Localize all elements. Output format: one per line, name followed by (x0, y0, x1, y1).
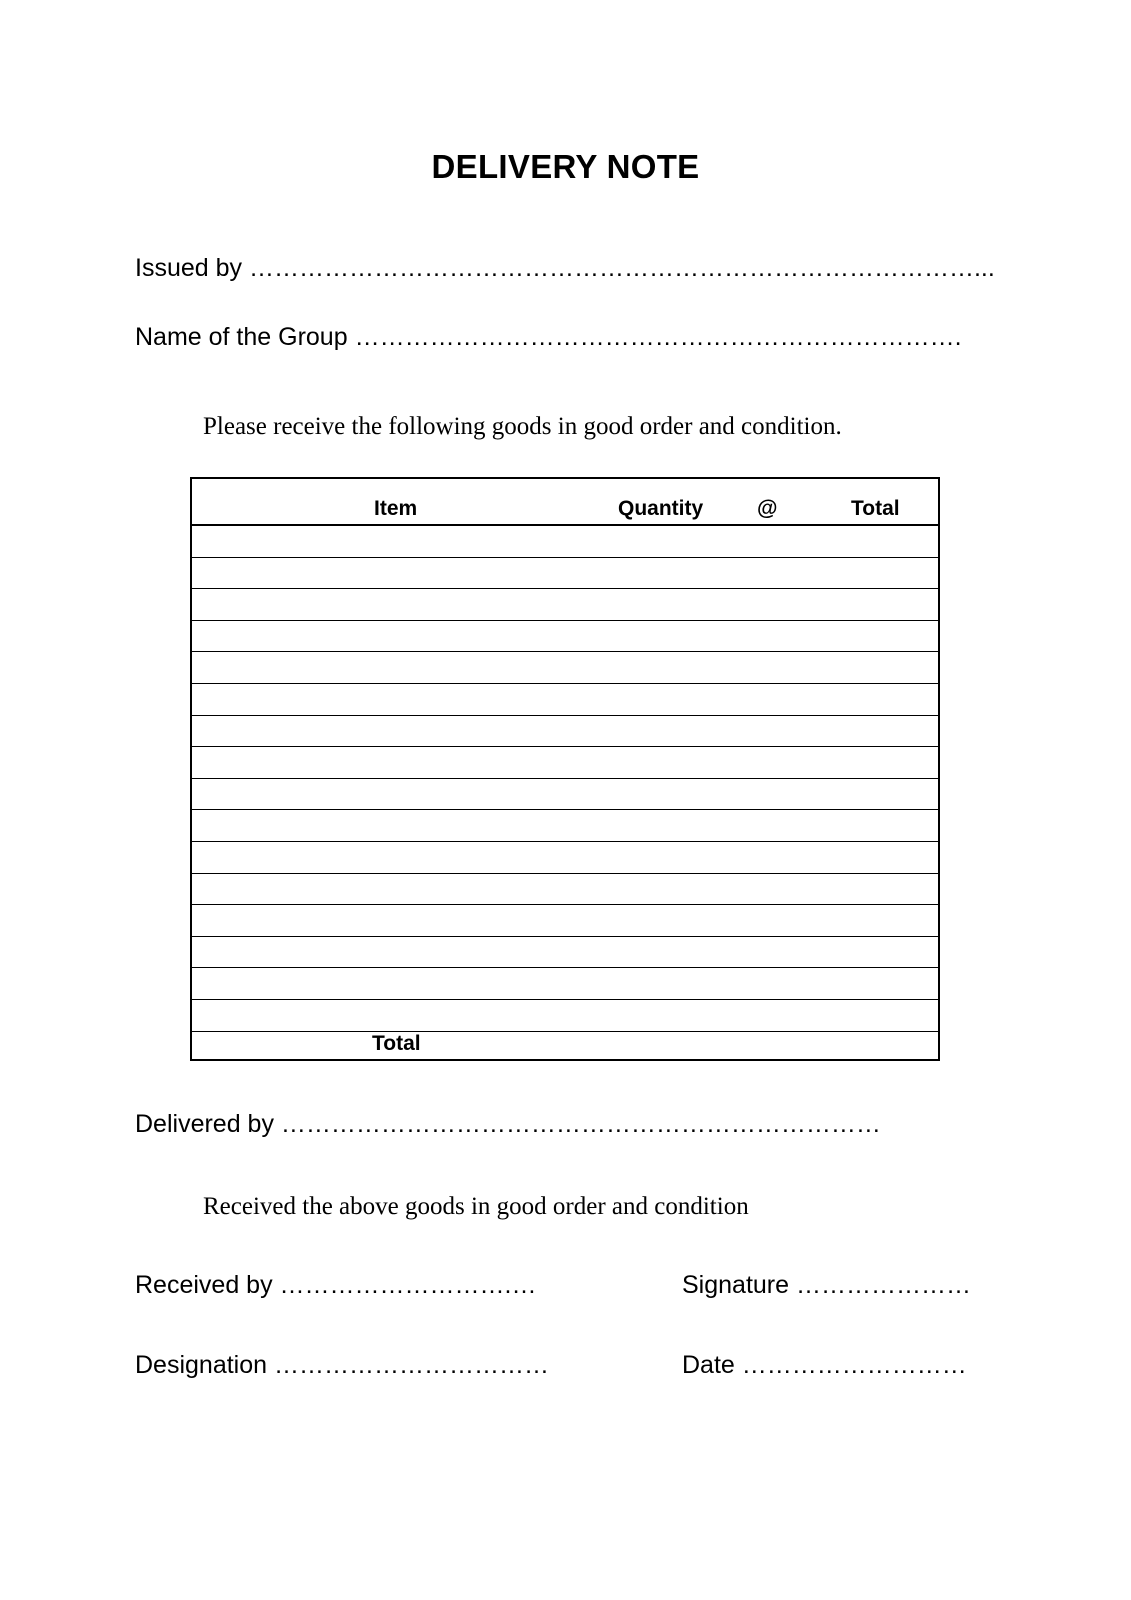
table-row-divider (192, 746, 938, 747)
table-row-divider (192, 936, 938, 937)
received-by-blank[interactable]: ……………………….… (279, 1271, 537, 1299)
delivered-by-label: Delivered by (135, 1110, 274, 1138)
table-total-label: Total (372, 1032, 421, 1055)
table-row-divider (192, 873, 938, 874)
signature-blank[interactable]: ………………… (795, 1271, 971, 1299)
page-title: DELIVERY NOTE (431, 148, 700, 185)
table-row-divider (192, 588, 938, 589)
received-by-field[interactable] (135, 1271, 536, 1300)
table-row-divider (192, 651, 938, 652)
designation-blank[interactable]: …………………………… (273, 1351, 549, 1379)
signature-field[interactable] (682, 1271, 971, 1300)
table-row-divider (192, 1031, 938, 1032)
date-label: Date (682, 1351, 735, 1379)
date-blank[interactable]: ……………………… (741, 1351, 967, 1379)
table-row-divider (192, 999, 938, 1000)
received-by-label: Received by (135, 1271, 273, 1299)
table-row-divider (192, 715, 938, 716)
table-row-divider (192, 841, 938, 842)
issued-by-label: Issued by (135, 254, 243, 282)
date-field[interactable] (682, 1351, 967, 1380)
designation-field[interactable] (135, 1351, 549, 1380)
header-total: Total (851, 497, 900, 520)
received-statement: Received the above goods in good order and condition (203, 1193, 749, 1220)
delivered-by-field[interactable] (135, 1110, 881, 1139)
table-row-divider (192, 967, 938, 968)
group-name-label: Name of the Group (135, 323, 348, 351)
header-at: @ (757, 497, 778, 520)
group-name-field[interactable] (135, 323, 962, 352)
table-row-divider (192, 904, 938, 905)
header-quantity: Quantity (618, 497, 704, 520)
signature-label: Signature (682, 1271, 790, 1299)
goods-table (190, 477, 940, 1061)
table-header (192, 479, 938, 526)
table-row-divider (192, 778, 938, 779)
group-name-blank[interactable]: ………………………………………………………………. (354, 323, 962, 351)
table-row-divider (192, 809, 938, 810)
table-row-divider (192, 683, 938, 684)
table-row-divider (192, 557, 938, 558)
designation-label: Designation (135, 1351, 268, 1379)
issued-by-field[interactable] (135, 254, 995, 283)
table-row-divider (192, 620, 938, 621)
header-item: Item (374, 497, 418, 520)
delivered-by-blank[interactable]: ……………………………………………………………… (280, 1110, 881, 1138)
issued-by-blank[interactable]: ……………………………………………………………………………... (248, 254, 995, 282)
instruction-text: Please receive the following goods in good order and condition. (203, 413, 842, 440)
